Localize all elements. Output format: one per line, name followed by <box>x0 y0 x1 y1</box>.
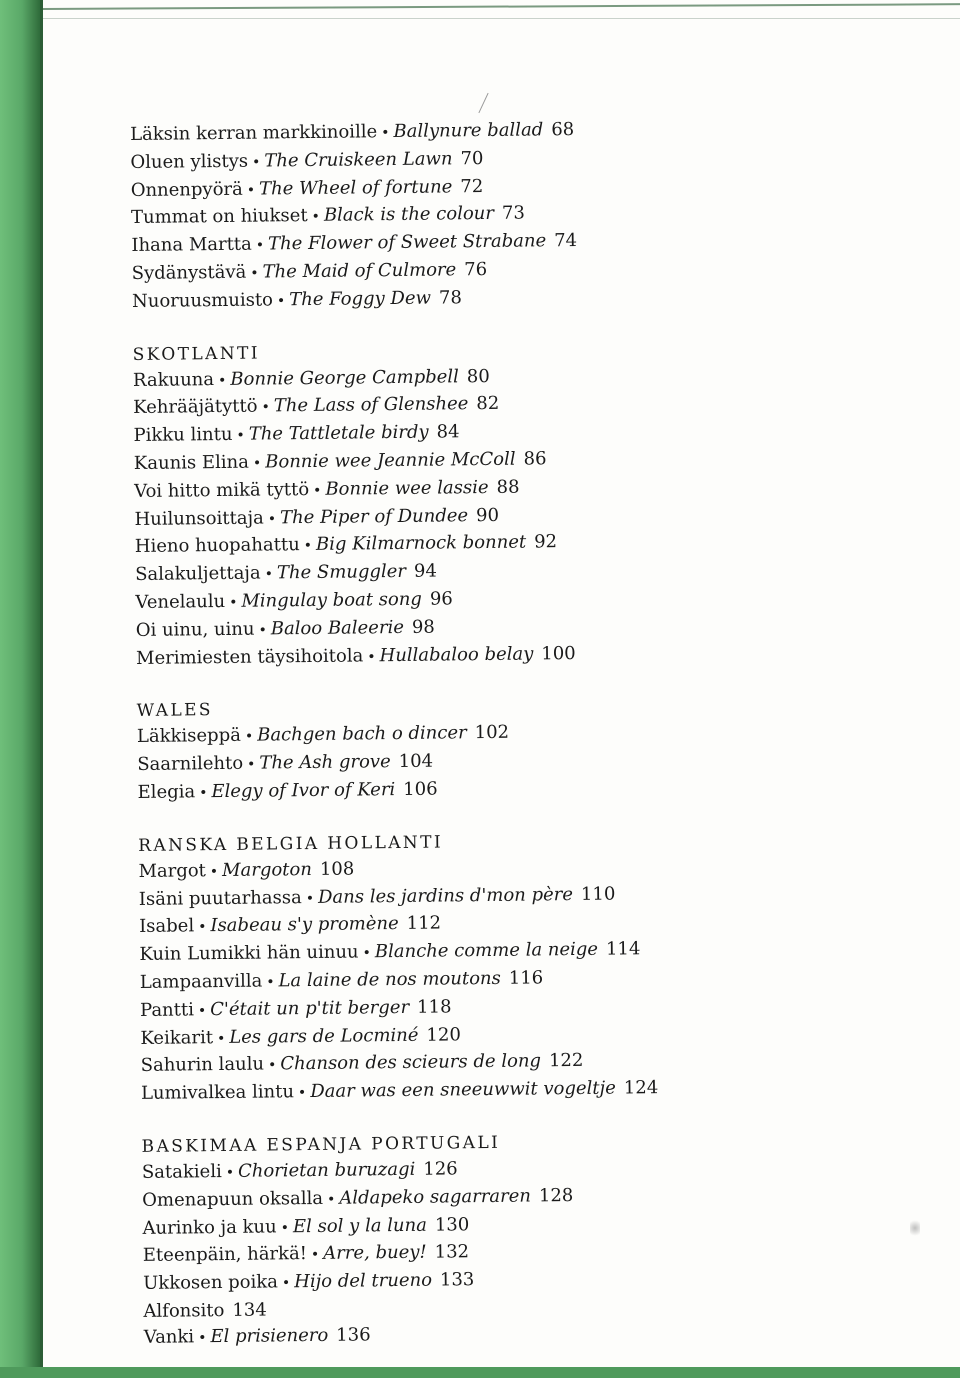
page-number: 108 <box>319 858 355 880</box>
original-title: Ballynure ballad <box>393 119 544 143</box>
finnish-title: Nuoruusmuisto <box>131 289 274 312</box>
finnish-title: Tummat on hiukset <box>130 205 308 229</box>
bullet-separator: • <box>297 1085 307 1102</box>
page-number: 130 <box>434 1213 470 1236</box>
page-number: 90 <box>475 504 500 526</box>
paper-speck <box>910 1218 920 1238</box>
bullet-separator: • <box>198 919 207 936</box>
bullet-separator: • <box>305 890 315 907</box>
bullet-separator: • <box>225 1164 235 1181</box>
bullet-separator: • <box>236 427 245 444</box>
bullet-separator: • <box>229 594 238 611</box>
original-title: Chanson des scieurs de long <box>280 1050 542 1075</box>
page-number: 94 <box>413 560 438 582</box>
page-number: 133 <box>439 1269 475 1291</box>
toc-section <box>141 1128 703 1352</box>
bullet-separator: • <box>198 1329 207 1346</box>
finnish-title: Elegia <box>137 781 196 803</box>
bullet-separator: • <box>367 648 376 665</box>
page-number: 120 <box>426 1023 461 1046</box>
original-title: Elegy of Ivor of Keri <box>211 778 396 803</box>
page-number: 102 <box>474 722 510 744</box>
original-title: Hullabaloo belay <box>379 643 534 666</box>
stray-pencil-mark <box>478 93 488 113</box>
bullet-separator: • <box>217 372 227 389</box>
page-number: 110 <box>580 883 616 905</box>
bullet-separator: • <box>244 728 254 746</box>
finnish-title: Isäni puutarhassa <box>138 886 302 910</box>
bullet-separator: • <box>197 1002 207 1020</box>
toc-section <box>138 827 701 1109</box>
original-title: Aldapeko sagarraren <box>339 1185 532 1209</box>
finnish-title: Alfonsito <box>143 1299 225 1322</box>
finnish-title: Eteenpäin, härkä! <box>142 1243 308 1267</box>
bullet-separator: • <box>252 455 262 472</box>
toc-entry <box>137 774 697 808</box>
bullet-separator: • <box>247 756 256 773</box>
finnish-title: Omenapuun oksalla <box>142 1187 324 1211</box>
page-number: 68 <box>551 118 575 141</box>
original-title: Baloo Baleerie <box>270 616 405 640</box>
page-number: 80 <box>466 365 490 387</box>
original-title: Bonnie wee lassie <box>325 476 489 500</box>
page-top-edge <box>43 3 960 10</box>
page-number: 114 <box>605 938 641 960</box>
bullet-separator: • <box>255 237 265 254</box>
page-number: 106 <box>403 778 438 800</box>
original-title: Bachgen bach o dincer <box>257 722 467 746</box>
bullet-separator: • <box>246 182 256 199</box>
toc-entry <box>132 282 692 316</box>
original-title: Dans les jardins d'mon père <box>317 883 574 908</box>
bullet-separator: • <box>313 482 322 499</box>
section-heading: RANSKA BELGIA HOLLANTI <box>138 832 444 856</box>
original-title: Black is the colour <box>323 203 495 227</box>
finnish-title: Aurinko ja kuu <box>142 1215 277 1239</box>
original-title: El sol y la luna <box>292 1214 428 1237</box>
original-title: Les gars de Locminé <box>229 1024 419 1048</box>
page-number: 96 <box>429 588 453 610</box>
book-page <box>40 0 960 1367</box>
page-number: 126 <box>423 1158 458 1180</box>
page-number: 92 <box>534 531 558 553</box>
finnish-title: Saarnilehto <box>137 752 244 776</box>
toc-entry <box>141 1075 701 1109</box>
finnish-title: Oluen ylistys <box>130 150 249 173</box>
original-title: Big Kilmarnock bonnet <box>315 531 527 556</box>
toc-section <box>137 693 698 808</box>
bullet-separator: • <box>280 1219 290 1236</box>
bullet-separator: • <box>267 510 277 528</box>
bullet-separator: • <box>303 538 313 555</box>
page-number: 136 <box>336 1324 371 1346</box>
finnish-title: Satakieli <box>141 1160 222 1183</box>
page-number: 78 <box>438 287 462 309</box>
bullet-separator: • <box>264 566 274 583</box>
original-title: Arre, buey! <box>323 1242 427 1265</box>
bullet-separator: • <box>261 399 270 416</box>
original-title: The Foggy Dew <box>289 287 432 310</box>
page-number: 116 <box>508 967 544 989</box>
finnish-title: Margot <box>138 859 206 882</box>
page-number: 98 <box>411 616 435 638</box>
finnish-title: Läkkiseppä <box>136 725 242 748</box>
page-number: 122 <box>548 1050 584 1072</box>
finnish-title: Keikarit <box>140 1026 214 1049</box>
finnish-title: Onnenpyörä <box>130 178 243 201</box>
finnish-title: Läksin kerran markkinoille <box>130 121 378 145</box>
original-title: The Tattletale birdy <box>248 421 429 445</box>
page-number: 118 <box>417 996 452 1018</box>
original-title: Bonnie George Campbell <box>230 365 459 390</box>
bullet-separator: • <box>311 209 320 226</box>
original-title: The Flower of Sweet Strabane <box>267 230 547 255</box>
finnish-title: Sydänystävä <box>131 261 247 284</box>
original-title: Margoton <box>222 858 313 881</box>
original-title: Isabeau s'y promène <box>210 913 399 937</box>
page-number: 84 <box>436 421 460 443</box>
original-title: El prisienero <box>210 1324 329 1347</box>
original-title: La laine de nos moutons <box>278 967 501 992</box>
bullet-separator: • <box>258 622 267 639</box>
original-title: The Maid of Culmore <box>262 259 457 283</box>
finnish-title: Ukkosen poika <box>143 1271 279 1295</box>
finnish-title: Pantti <box>139 999 195 1021</box>
finnish-title: Sahurin laulu <box>140 1053 265 1077</box>
page-number: 73 <box>501 202 525 225</box>
bullet-separator: • <box>216 1030 226 1047</box>
toc-section <box>133 336 697 673</box>
finnish-title: Rakuuna <box>132 368 215 391</box>
finnish-title: Voi hitto mikä tyttö <box>134 478 310 502</box>
page-number: 134 <box>232 1299 267 1321</box>
bullet-separator: • <box>209 863 219 880</box>
page-number: 124 <box>623 1077 659 1099</box>
toc-entry <box>136 639 696 673</box>
finnish-title: Kuin Lumikki hän uinuu <box>139 941 359 966</box>
finnish-title: Hieno huopahattu <box>134 534 300 558</box>
finnish-title: Oi uinu, uinu <box>135 618 255 641</box>
finnish-title: Ihana Martta <box>131 233 252 257</box>
section-heading: BASKIMAA ESPANJA PORTUGALI <box>141 1132 501 1157</box>
page-number: 82 <box>476 393 500 415</box>
original-title: Chorietan buruzagi <box>237 1158 416 1182</box>
finnish-title: Merimiesten täysihoitola <box>135 644 364 669</box>
original-title: C'était un p'tit berger <box>210 996 410 1020</box>
original-title: Blanche comme la neige <box>374 938 599 963</box>
page-number: 132 <box>434 1241 470 1263</box>
finnish-title: Lumivalkea lintu <box>140 1081 295 1105</box>
bullet-separator: • <box>267 1057 277 1074</box>
finnish-title: Pikku lintu <box>133 424 233 447</box>
page-number: 70 <box>460 147 484 170</box>
finnish-title: Huilunsoittaja <box>134 507 264 530</box>
page-top-line <box>43 18 960 19</box>
original-title: Mingulay boat song <box>241 588 423 612</box>
bullet-separator: • <box>250 265 259 282</box>
finnish-title: Kehrääjätyttö <box>133 395 258 419</box>
page-number: 104 <box>398 750 434 773</box>
green-cover-edge <box>0 0 40 1367</box>
bullet-separator: • <box>266 974 275 991</box>
finnish-title: Kaunis Elina <box>133 451 250 474</box>
section-heading: SKOTLANTI <box>132 343 261 365</box>
finnish-title: Lampaanvilla <box>139 970 263 993</box>
page-number: 76 <box>464 258 488 281</box>
table-of-contents <box>130 116 704 1378</box>
page-number: 112 <box>406 912 442 935</box>
original-title: The Wheel of fortune <box>258 175 453 200</box>
finnish-title: Isabel <box>139 915 195 938</box>
page-number: 100 <box>541 642 576 664</box>
bullet-separator: • <box>326 1191 336 1208</box>
section-heading: WALES <box>136 700 214 722</box>
page-number: 86 <box>523 448 547 470</box>
finnish-title: Venelaulu <box>135 590 226 613</box>
finnish-title: Salakuljettaja <box>135 562 261 586</box>
toc-section <box>130 116 692 317</box>
original-title: The Lass of Glenshee <box>273 393 469 417</box>
original-title: The Smuggler <box>276 561 407 584</box>
original-title: Bonnie wee Jeannie McColl <box>265 448 516 473</box>
page-number: 74 <box>554 230 578 252</box>
bullet-separator: • <box>281 1275 291 1292</box>
bullet-separator: • <box>276 293 286 310</box>
toc-entry <box>144 1318 704 1352</box>
bullet-separator: • <box>381 125 390 142</box>
original-title: Daar was een sneeuwwit vogeltje <box>310 1077 616 1103</box>
page-number: 128 <box>538 1184 574 1207</box>
bullet-separator: • <box>310 1247 320 1264</box>
original-title: The Cruiskeen Lawn <box>264 148 453 172</box>
bullet-separator: • <box>362 945 371 962</box>
original-title: The Ash grove <box>259 751 391 774</box>
bullet-separator: • <box>199 785 208 802</box>
page-number: 88 <box>496 476 520 498</box>
page-number: 72 <box>460 175 484 197</box>
original-title: Hijo del trueno <box>294 1269 433 1293</box>
finnish-title: Vanki <box>143 1326 195 1348</box>
original-title: The Piper of Dundee <box>279 504 469 528</box>
bullet-separator: • <box>252 154 261 171</box>
